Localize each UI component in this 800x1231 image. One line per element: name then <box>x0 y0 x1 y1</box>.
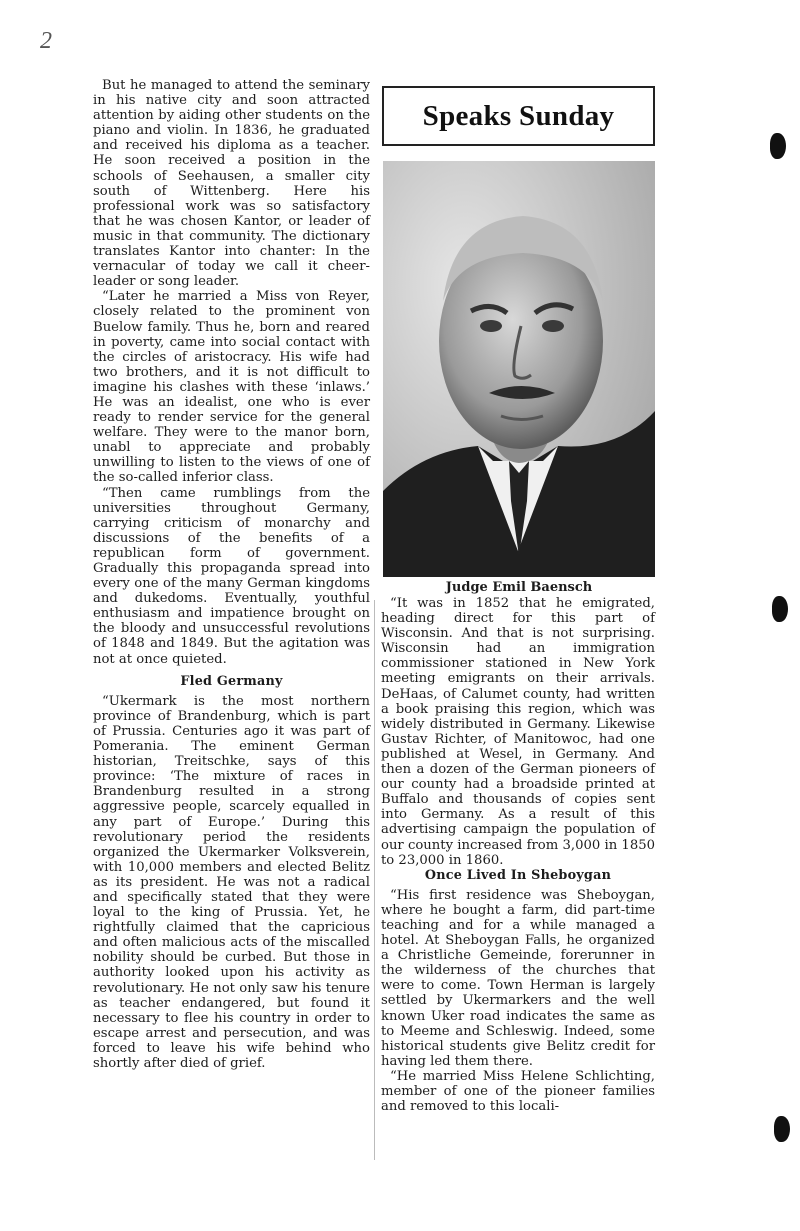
paragraph: “His first residence was Sheboygan, where he bought a farm, did part-time teaching and for a while managed a hotel. At Sheboygan Falls, he organized a Christliche Gemeinde, forerunner in the wilderness of the churches that were to come. Town Herman is largely settled by Ukermarkers and the well known Uker road indicates the same as to Meeme and Schleswig. Indeed, some historical students give Belitz credit for having led them there. <box>381 887 655 1069</box>
page-number: 2 <box>40 28 52 54</box>
punch-hole-mark <box>772 596 788 622</box>
right-column <box>381 596 655 1114</box>
photo-caption: Judge Emil Baensch <box>445 580 593 595</box>
paragraph: “Later he married a Miss von Reyer, closely related to the prominent von Buelow family. Thus he, born and reared in poverty, came into social contact with the circles of aristocracy. His wife had two brothers, and it is not difficult to imagine his clashes with these ‘inlaws.’ He was an idealist, one who is ever ready to render service for the general welfare. They were to the manor born, unabl to appreciate and probably unwilling to listen to the views of one of the so-called inferior class. <box>93 289 370 486</box>
paragraph: “He married Miss Helene Schlichting, member of one of the pioneer families and removed to this locali- <box>381 1068 655 1115</box>
paragraph: “It was in 1852 that he emigrated, heading direct for this part of Wisconsin. And that is not surprising. Wisconsin had an immigration commissioner stationed in New York meeting emigrants on their arrivals. DeHaas, of Calumet county, had written a book praising this region, which was widely distributed in Germany. Likewise Gustav Richter, of Manitowoc, had one published at Wesel, in Germany. And then a dozen of the German pioneers of our county had a broadside printed at Buffalo and thousands of copies sent into Germany. As a result of this advertising campaign the population of our county increased from 3,000 in 1850 to 23,000 in 1860. <box>381 596 655 868</box>
subhead-once-lived-in-sheboygan: Once Lived In Sheboygan <box>424 867 612 883</box>
headline: Speaks Sunday <box>422 99 615 132</box>
left-column <box>93 78 370 1071</box>
paragraph: “Then came rumblings from the universities throughout Germany, carrying criticism of monarchy and discussions of the benefits of a republican form of government. Gradually this propaganda spread into every one of the many German kingdoms and dukedoms. Eventually, youthful enthusiasm and impatience brought on the bloody and unsuccessful revolutions of 1848 and 1849. But the agitation was not at once quieted. <box>93 485 370 667</box>
paragraph: But he managed to attend the seminary in his native city and soon attracted attention by aiding other students on the piano and violin. In 1836, he graduated and received his diploma as a teacher. He soon received a position in the schools of Seehausen, a smaller city south of Wittenberg. Here his professional work was so satisfactory that he was chosen Kantor, or leader of music in that community. The dictionary translates Kantor into chanter: In the vernacular of today we call it cheer-leader or song leader. <box>93 78 370 290</box>
column-rule <box>374 600 375 1160</box>
portrait-photo <box>383 161 655 577</box>
subhead-fled-germany: Fled Germany <box>180 673 283 689</box>
punch-hole-mark <box>770 133 786 159</box>
headline-box <box>382 86 655 146</box>
portrait-image <box>383 161 655 577</box>
paragraph: “Ukermark is the most northern province of Brandenburg, which is part of Prussia. Centuries ago it was part of Pomerania. The eminent German historian, Treitschke, says of this province: ‘The mixture of races in Brandenburg resulted in a strong aggressive people, scarcely equalled in any part of Europe.’ During this revolutionary period the residents organized the Ukermarker Volksverein, with 10,000 members and elected Belitz as its president. He was not a radical and specifically stated that they were loyal to the king of Prussia. Yet, he rightfully claimed that the capricious and often malicious acts of the miscalled nobility should be curbed. But those in authority looked upon his activity as revolutionary. He not only saw his tenure as teacher endangered, but found it necessary to flee his country in order to escape arrest and persecution, and was forced to leave his wife behind who shortly after died of grief. <box>93 693 370 1071</box>
punch-hole-mark <box>774 1116 790 1142</box>
